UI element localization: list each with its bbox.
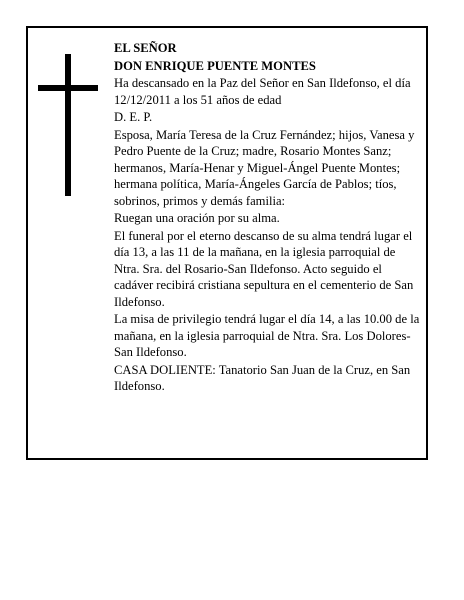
- death-notice: Ha descansado en la Paz del Señor en San Ildefonso, el día 12/12/2011 a los 51 años de edad: [114, 76, 411, 107]
- mass-info: La misa de privilegio tendrá lugar el día 14, a las 10.00 de la mañana, en la iglesia parroquial de Ntra. Sra. Los Dolores-San Ildefonso.: [114, 312, 420, 359]
- rip-line: D. E. P.: [114, 110, 153, 124]
- prayer-request: Ruegan una oración por su alma.: [114, 211, 280, 225]
- mourning-house: CASA DOLIENTE: Tanatorio San Juan de la Cruz, en San Ildefonso.: [114, 362, 411, 393]
- funeral-info: El funeral por el eterno descanso de su alma tendrá lugar el día 13, a las 11 de la mañana, en la iglesia parroquial de Ntra. Sra. del Rosario-San Ildefonso. Acto seguido el cadáver recibirá cristiana sepultura en el cementerio de San Ildefonso.: [114, 228, 414, 309]
- cross-horizontal-bar: [38, 85, 98, 91]
- heading-line-1: EL SEÑOR: [114, 41, 177, 55]
- cross-vertical-bar: [65, 54, 71, 196]
- family-list: Esposa, María Teresa de la Cruz Fernández; hijos, Vanesa y Pedro Puente de la Cruz; madre, Rosario Montes Sanz; hermanos, María-Henar y Miguel-Ángel Puente Montes; hermana política, María-Ángeles García de Pablos; tíos, sobrinos, primos y demás familia:: [114, 127, 415, 208]
- deceased-name: DON ENRIQUE PUENTE MONTES: [114, 58, 316, 73]
- obituary-text: [114, 40, 420, 396]
